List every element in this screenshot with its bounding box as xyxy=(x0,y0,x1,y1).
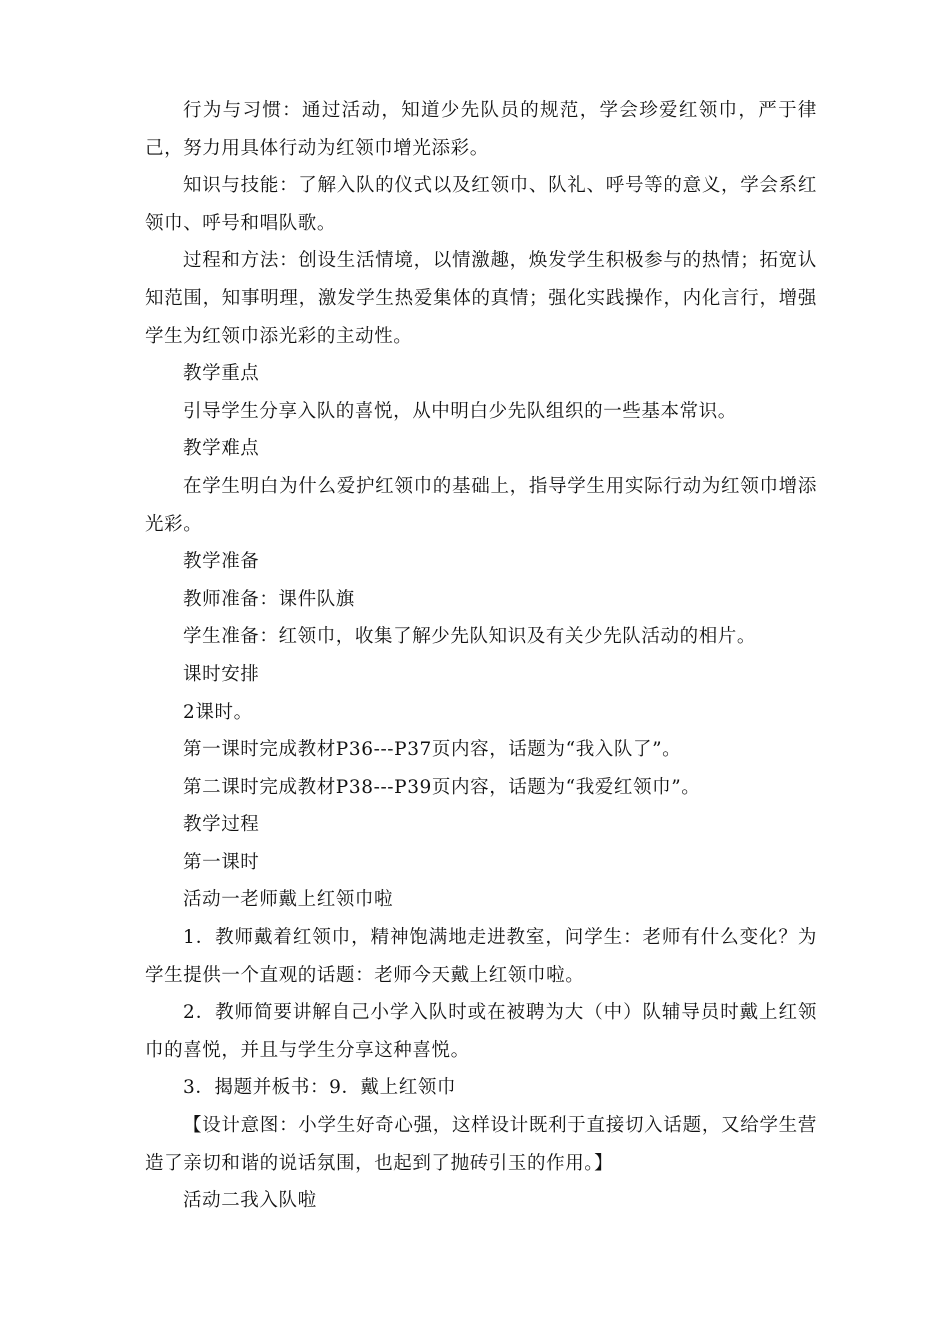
paragraph-knowledge-skill: 知识与技能：了解入队的仪式以及红领巾、队礼、呼号等的意义，学会系红领巾、呼号和唱队歌。 xyxy=(145,175,817,234)
paragraph-step-3: 3．揭题并板书：9．戴上红领巾 xyxy=(183,1077,457,1099)
heading-class-schedule: 课时安排 xyxy=(183,663,260,685)
paragraph-behavior-habit: 行为与习惯：通过活动，知道少先队员的规范，学会珍爱红领巾，严于律己，努力用具体行动为红领巾增光添彩。 xyxy=(145,100,817,159)
paragraph-step-2: 2．教师简要讲解自己小学入队时或在被聘为大（中）队辅导员时戴上红领巾的喜悦，并且与学生分享这种喜悦。 xyxy=(145,1002,817,1061)
paragraph-teaching-difficulty: 在学生明白为什么爱护红领巾的基础上，指导学生用实际行动为红领巾增添光彩。 xyxy=(145,475,817,535)
paragraph-first-lesson-plan: 第一课时完成教材P36---P37页内容，话题为“我入队了”。 xyxy=(183,739,682,761)
paragraph-teacher-preparation: 教师准备：课件队旗 xyxy=(183,588,355,610)
paragraph-class-count: 2课时。 xyxy=(183,701,253,723)
heading-teaching-difficulty: 教学难点 xyxy=(183,438,260,460)
paragraph-design-intent: 【设计意图：小学生好奇心强，这样设计既利于直接切入话题，又给学生营造了亲切和谐的说话氛围，也起到了抛砖引玉的作用。】 xyxy=(145,1115,817,1174)
paragraph-student-preparation: 学生准备：红领巾，收集了解少先队知识及有关少先队活动的相片。 xyxy=(183,626,757,648)
paragraph-step-1: 1．教师戴着红领巾，精神饱满地走进教室，问学生：老师有什么变化？为学生提供一个直观的话题：老师今天戴上红领巾啦。 xyxy=(145,927,817,986)
heading-teaching-focus: 教学重点 xyxy=(183,363,260,385)
heading-first-lesson: 第一课时 xyxy=(183,851,260,873)
heading-teaching-preparation: 教学准备 xyxy=(183,551,260,573)
heading-activity-two: 活动二我入队啦 xyxy=(183,1190,317,1212)
heading-activity-one: 活动一老师戴上红领巾啦 xyxy=(183,889,394,911)
paragraph-teaching-focus: 引导学生分享入队的喜悦，从中明白少先队组织的一些基本常识。 xyxy=(183,400,737,422)
document-body xyxy=(145,92,817,1220)
paragraph-process-method: 过程和方法：创设生活情境，以情激趣，焕发学生积极参与的热情；拓宽认知范围，知事明理，激发学生热爱集体的真情；强化实践操作，内化言行，增强学生为红领巾添光彩的主动性。 xyxy=(145,250,817,347)
paragraph-second-lesson-plan: 第二课时完成教材P38---P39页内容，话题为“我爱红领巾”。 xyxy=(183,776,701,798)
heading-teaching-process: 教学过程 xyxy=(183,814,260,836)
